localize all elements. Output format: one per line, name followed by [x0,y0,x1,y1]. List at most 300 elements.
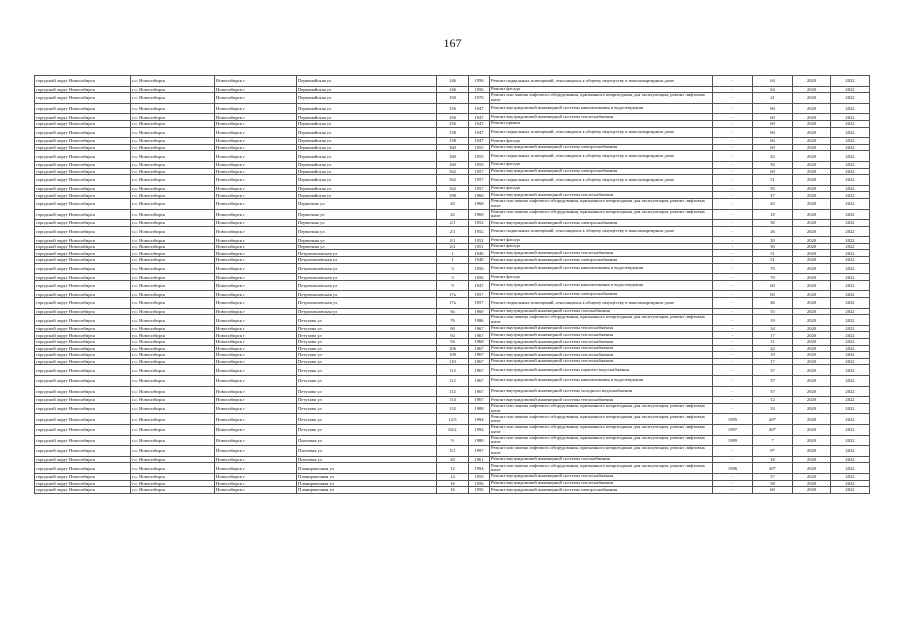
work-type-cell: Ремонт внутридомовой инженерной системы теплоснабжения [490,358,713,365]
work-type-cell: Ремонт фасада [490,138,713,145]
wear-cell: 50 [753,243,793,250]
wear-cell: 50 [753,220,793,227]
commission-year-cell: - [713,480,753,487]
municipality-cell: городской округ Новосибирск [35,456,131,463]
year-built-cell: 1997 [469,446,490,457]
house-cell: 112 [437,386,469,397]
house-cell: 146 [437,76,469,87]
municipality-cell: городской округ Новосибирск [35,76,131,87]
plan-end-cell: 2022 [831,365,870,376]
locality-cell: Новосибирск г [215,127,297,138]
street-cell: Планировочная ул [297,473,437,480]
plan-start-cell: 2020 [793,243,831,250]
street-cell: Планировочная ул [297,463,437,474]
house-cell: 92 [437,332,469,339]
commission-year-cell: - [713,226,753,237]
table-row [35,274,870,281]
table-row [35,93,870,104]
year-built-cell: 1952 [469,226,490,237]
district-cell: г.о. Новосибирск [131,243,215,250]
street-cell: Первомайская ул [297,120,437,127]
locality-cell: Новосибирск г [215,138,297,145]
plan-end-cell: 2022 [831,257,870,264]
year-built-cell: 1967 [469,386,490,397]
street-cell: Первомайская ул [297,86,437,93]
plan-start-cell: 2020 [793,237,831,244]
wear-cell: 57 [753,473,793,480]
district-cell: г.о. Новосибирск [131,315,215,326]
district-cell: г.о. Новосибирск [131,161,215,168]
plan-end-cell: 2022 [831,473,870,480]
commission-year-cell: - [713,298,753,309]
plan-start-cell: 2020 [793,375,831,386]
house-cell: 150 [437,93,469,104]
district-cell: г.о. Новосибирск [131,168,215,175]
wear-cell: 43 [753,151,793,162]
municipality-cell: городской округ Новосибирск [35,298,131,309]
work-type-cell: Ремонт или замена лифтового оборудования, признанного непригодным для эксплуатации, ремонт лифтовых шахт [490,424,713,435]
municipality-cell: городской округ Новосибирск [35,315,131,326]
table-row [35,161,870,168]
street-cell: Петропавловская ул [297,308,437,315]
plan-start-cell: 2020 [793,257,831,264]
locality-cell: Новосибирск г [215,237,297,244]
district-cell: г.о. Новосибирск [131,93,215,104]
plan-start-cell: 2020 [793,403,831,414]
locality-cell: Новосибирск г [215,280,297,291]
street-cell: Первомайская ул [297,93,437,104]
street-cell: Пихтовая ул [297,446,437,457]
table-row [35,151,870,162]
commission-year-cell: - [713,120,753,127]
commission-year-cell: 1997 [713,424,753,435]
table-row [35,397,870,404]
house-cell: 162 [437,168,469,175]
locality-cell: Новосибирск г [215,185,297,192]
house-cell: 158 [437,127,469,138]
house-cell: 1 [437,257,469,264]
municipality-cell: городской округ Новосибирск [35,487,131,494]
locality-cell: Новосибирск г [215,473,297,480]
commission-year-cell: - [713,192,753,199]
year-built-cell: 1947 [469,138,490,145]
table-row [35,446,870,457]
year-built-cell: 1957 [469,298,490,309]
commission-year-cell: - [713,161,753,168]
plan-start-cell: 2020 [793,161,831,168]
year-built-cell: 1967 [469,375,490,386]
plan-start-cell: 2020 [793,274,831,281]
plan-end-cell: 2022 [831,280,870,291]
year-built-cell: 1947 [469,103,490,114]
table-row [35,403,870,414]
plan-start-cell: 2020 [793,76,831,87]
year-built-cell: 1948 [469,250,490,257]
district-cell: г.о. Новосибирск [131,209,215,220]
work-type-cell: Ремонт внутридомовой инженерной системы электроснабжения [490,220,713,227]
locality-cell: Новосибирск г [215,358,297,365]
table-row [35,473,870,480]
plan-end-cell: 2022 [831,397,870,404]
district-cell: г.о. Новосибирск [131,185,215,192]
plan-start-cell: 2020 [793,185,831,192]
house-cell: 156 [437,103,469,114]
municipality-cell: городской округ Новосибирск [35,151,131,162]
district-cell: г.о. Новосибирск [131,175,215,186]
year-built-cell: 1957 [469,175,490,186]
street-cell: Пихтовая ул [297,456,437,463]
wear-cell: 34 [753,325,793,332]
locality-cell: Новосибирск г [215,243,297,250]
street-cell: Петропавловская ул [297,263,437,274]
year-built-cell: 1956 [469,263,490,274]
work-type-cell: Ремонт внутридомовой инженерной системы теплоснабжения [490,397,713,404]
year-built-cell: 1967 [469,352,490,359]
work-type-cell: Ремонт внутридомовой инженерной системы электроснабжения [490,168,713,175]
table-row [35,339,870,346]
house-cell: 162 [437,185,469,192]
work-type-cell: Ремонт внутридомовой инженерной системы теплоснабжения [490,332,713,339]
street-cell: Первотина ул [297,243,437,250]
plan-end-cell: 2022 [831,93,870,104]
commission-year-cell: - [713,345,753,352]
commission-year-cell: - [713,397,753,404]
wear-cell: 37 [753,365,793,376]
district-cell: г.о. Новосибирск [131,237,215,244]
work-type-cell: Ремонт фасада [490,237,713,244]
municipality-cell: городской округ Новосибирск [35,185,131,192]
municipality-cell: городской округ Новосибирск [35,397,131,404]
table-row [35,226,870,237]
municipality-cell: городской округ Новосибирск [35,375,131,386]
plan-end-cell: 2022 [831,291,870,298]
plan-end-cell: 2022 [831,86,870,93]
plan-start-cell: 2020 [793,226,831,237]
district-cell: г.о. Новосибирск [131,192,215,199]
work-type-cell: Ремонт внутридомовой инженерной системы теплоснабжения [490,339,713,346]
commission-year-cell: - [713,352,753,359]
plan-start-cell: 2020 [793,175,831,186]
wear-cell: 22 [753,345,793,352]
municipality-cell: городской округ Новосибирск [35,280,131,291]
commission-year-cell: - [713,375,753,386]
table-row [35,298,870,309]
year-built-cell: 1956 [469,480,490,487]
municipality-cell: городской округ Новосибирск [35,274,131,281]
plan-start-cell: 2020 [793,291,831,298]
year-built-cell: 1956 [469,274,490,281]
plan-start-cell: 2020 [793,263,831,274]
street-cell: Петропавловская ул [297,291,437,298]
district-cell: г.о. Новосибирск [131,473,215,480]
plan-start-cell: 2020 [793,325,831,332]
locality-cell: Новосибирск г [215,76,297,87]
plan-start-cell: 2020 [793,114,831,121]
house-cell: 3 [437,274,469,281]
table-row [35,463,870,474]
work-type-cell: Ремонт подвальных помещений, относящихся к общему имуществу в многоквартирном доме [490,151,713,162]
table-row [35,175,870,186]
street-cell: Первомайская ул [297,185,437,192]
plan-start-cell: 2020 [793,209,831,220]
municipality-cell: городской округ Новосибирск [35,127,131,138]
commission-year-cell: - [713,151,753,162]
commission-year-cell: - [713,86,753,93]
table-row [35,375,870,386]
commission-year-cell: - [713,403,753,414]
plan-end-cell: 2022 [831,480,870,487]
house-cell: 160 [437,144,469,151]
table-row [35,86,870,93]
wear-cell: 60 [753,120,793,127]
locality-cell: Новосибирск г [215,332,297,339]
plan-end-cell: 2022 [831,339,870,346]
year-built-cell: 1956 [469,76,490,87]
district-cell: г.о. Новосибирск [131,226,215,237]
wear-cell: 37 [753,375,793,386]
table-row [35,185,870,192]
year-built-cell: 1989 [469,435,490,446]
district-cell: г.о. Новосибирск [131,345,215,352]
wear-cell: 60 [753,487,793,494]
municipality-cell: городской округ Новосибирск [35,93,131,104]
table-row [35,424,870,435]
table-row [35,220,870,227]
work-type-cell: Ремонт внутридомовой инженерной системы канализования и водоотведения [490,103,713,114]
table-row [35,243,870,250]
plan-start-cell: 2020 [793,280,831,291]
work-type-cell: Ремонт внутридомовой инженерной системы электроснабжения [490,291,713,298]
street-cell: Петухова ул [297,424,437,435]
wear-cell: 9* [753,446,793,457]
commission-year-cell: - [713,456,753,463]
table-row [35,250,870,257]
wear-cell: 11 [753,339,793,346]
year-built-cell: 1967 [469,325,490,332]
commission-year-cell: - [713,315,753,326]
district-cell: г.о. Новосибирск [131,308,215,315]
year-built-cell: 1967 [469,345,490,352]
house-cell: 188 [437,192,469,199]
commission-year-cell: - [713,339,753,346]
municipality-cell: городской округ Новосибирск [35,86,131,93]
plan-end-cell: 2022 [831,358,870,365]
locality-cell: Новосибирск г [215,209,297,220]
municipality-cell: городской округ Новосибирск [35,198,131,209]
plan-start-cell: 2020 [793,345,831,352]
wear-cell: 70 [753,274,793,281]
district-cell: г.о. Новосибирск [131,298,215,309]
house-cell: 158 [437,138,469,145]
plan-start-cell: 2020 [793,144,831,151]
street-cell: Первомайская ул [297,114,437,121]
table-row [35,435,870,446]
plan-start-cell: 2020 [793,127,831,138]
plan-end-cell: 2022 [831,263,870,274]
work-type-cell: Ремонт подвальных помещений, относящихся к общему имуществу в многоквартирном доме [490,127,713,138]
table-row [35,414,870,425]
plan-start-cell: 2020 [793,192,831,199]
house-cell: 17а [437,291,469,298]
plan-end-cell: 2022 [831,138,870,145]
wear-cell: 60 [753,127,793,138]
plan-start-cell: 2020 [793,365,831,376]
plan-end-cell: 2022 [831,168,870,175]
municipality-cell: городской округ Новосибирск [35,263,131,274]
table-row [35,456,870,463]
table-row [35,120,870,127]
work-type-cell: Ремонт внутридомовой инженерной системы горячего водоснабжения [490,365,713,376]
year-built-cell: 1947 [469,280,490,291]
house-cell: 12 [437,463,469,474]
locality-cell: Новосибирск г [215,487,297,494]
district-cell: г.о. Новосибирск [131,403,215,414]
table-row [35,315,870,326]
commission-year-cell: - [713,386,753,397]
municipality-cell: городской округ Новосибирск [35,161,131,168]
house-cell: 2/2 [437,243,469,250]
locality-cell: Новосибирск г [215,352,297,359]
table-row [35,144,870,151]
district-cell: г.о. Новосибирск [131,263,215,274]
work-type-cell: Ремонт или замена лифтового оборудования, признанного непригодным для эксплуатации, ремонт лифтовых шахт [490,403,713,414]
locality-cell: Новосибирск г [215,198,297,209]
street-cell: Петухова ул [297,365,437,376]
locality-cell: Новосибирск г [215,144,297,151]
locality-cell: Новосибирск г [215,325,297,332]
municipality-cell: городской округ Новосибирск [35,332,131,339]
wear-cell: 64 [753,86,793,93]
year-built-cell: 1961 [469,456,490,463]
municipality-cell: городской округ Новосибирск [35,403,131,414]
plan-start-cell: 2020 [793,151,831,162]
plan-start-cell: 2020 [793,446,831,457]
municipality-cell: городской округ Новосибирск [35,243,131,250]
wear-cell: 26 [753,226,793,237]
year-built-cell: 1960 [469,192,490,199]
plan-end-cell: 2022 [831,103,870,114]
wear-cell: 70 [753,263,793,274]
locality-cell: Новосибирск г [215,114,297,121]
municipality-cell: городской округ Новосибирск [35,358,131,365]
commission-year-cell: - [713,473,753,480]
commission-year-cell: - [713,237,753,244]
municipality-cell: городской округ Новосибирск [35,386,131,397]
locality-cell: Новосибирск г [215,274,297,281]
house-cell: 12/3 [437,414,469,425]
plan-end-cell: 2022 [831,386,870,397]
house-cell: 156 [437,120,469,127]
plan-end-cell: 2022 [831,345,870,352]
work-type-cell: Ремонт или замена лифтового оборудования, признанного непригодным для эксплуатации, ремонт лифтовых шахт [490,463,713,474]
house-cell: 156 [437,114,469,121]
plan-start-cell: 2020 [793,358,831,365]
commission-year-cell: - [713,291,753,298]
table-row [35,168,870,175]
street-cell: Петухова ул [297,386,437,397]
house-cell: 76 [437,315,469,326]
locality-cell: Новосибирск г [215,397,297,404]
plan-end-cell: 2022 [831,315,870,326]
street-cell: Петухова ул [297,339,437,346]
table-row [35,103,870,114]
locality-cell: Новосибирск г [215,103,297,114]
locality-cell: Новосибирск г [215,298,297,309]
year-built-cell: 1986 [469,315,490,326]
plan-end-cell: 2022 [831,185,870,192]
locality-cell: Новосибирск г [215,424,297,435]
house-cell: 108 [437,352,469,359]
plan-end-cell: 2022 [831,76,870,87]
plan-start-cell: 2020 [793,435,831,446]
work-type-cell: Ремонт внутридомовой инженерной системы электроснабжения [490,257,713,264]
street-cell: Петухова ул [297,375,437,386]
table-row [35,332,870,339]
work-type-cell: Ремонт внутридомовой инженерной системы канализования и водоотведения [490,263,713,274]
street-cell: Петухова ул [297,397,437,404]
year-built-cell: 1947 [469,120,490,127]
locality-cell: Новосибирск г [215,226,297,237]
street-cell: Петухова ул [297,352,437,359]
wear-cell: 60 [753,168,793,175]
year-built-cell: 1957 [469,185,490,192]
municipality-cell: городской округ Новосибирск [35,209,131,220]
house-cell: 90 [437,325,469,332]
commission-year-cell: - [713,358,753,365]
work-type-cell: Ремонт подвальных помещений, относящихся к общему имуществу в многоквартирном доме [490,298,713,309]
plan-end-cell: 2022 [831,114,870,121]
wear-cell: 60 [753,138,793,145]
commission-year-cell: - [713,263,753,274]
district-cell: г.о. Новосибирск [131,86,215,93]
locality-cell: Новосибирск г [215,480,297,487]
wear-cell: 7 [753,435,793,446]
district-cell: г.о. Новосибирск [131,446,215,457]
municipality-cell: городской округ Новосибирск [35,114,131,121]
plan-start-cell: 2020 [793,315,831,326]
house-cell: 3 [437,263,469,274]
plan-end-cell: 2022 [831,144,870,151]
locality-cell: Новосибирск г [215,86,297,93]
work-type-cell: Ремонт фасада [490,86,713,93]
municipality-cell: городской округ Новосибирск [35,339,131,346]
year-built-cell: 1955 [469,161,490,168]
wear-cell: 40* [753,424,793,435]
plan-end-cell: 2022 [831,192,870,199]
district-cell: г.о. Новосибирск [131,487,215,494]
plan-start-cell: 2020 [793,86,831,93]
work-type-cell: Ремонт внутридомовой инженерной системы канализования и водоотведения [490,280,713,291]
wear-cell: 50 [753,161,793,168]
house-cell: 160 [437,151,469,162]
district-cell: г.о. Новосибирск [131,375,215,386]
table-row [35,358,870,365]
municipality-cell: городской округ Новосибирск [35,220,131,227]
district-cell: г.о. Новосибирск [131,151,215,162]
street-cell: Первомайская ул [297,103,437,114]
district-cell: г.о. Новосибирск [131,332,215,339]
municipality-cell: городской округ Новосибирск [35,175,131,186]
table-row [35,209,870,220]
street-cell: Пихтовая ул [297,435,437,446]
wear-cell: 60 [753,291,793,298]
wear-cell: 33 [753,403,793,414]
house-cell: 132 [437,403,469,414]
repair-schedule-table [34,75,870,494]
year-built-cell: 1967 [469,358,490,365]
district-cell: г.о. Новосибирск [131,386,215,397]
plan-end-cell: 2022 [831,308,870,315]
